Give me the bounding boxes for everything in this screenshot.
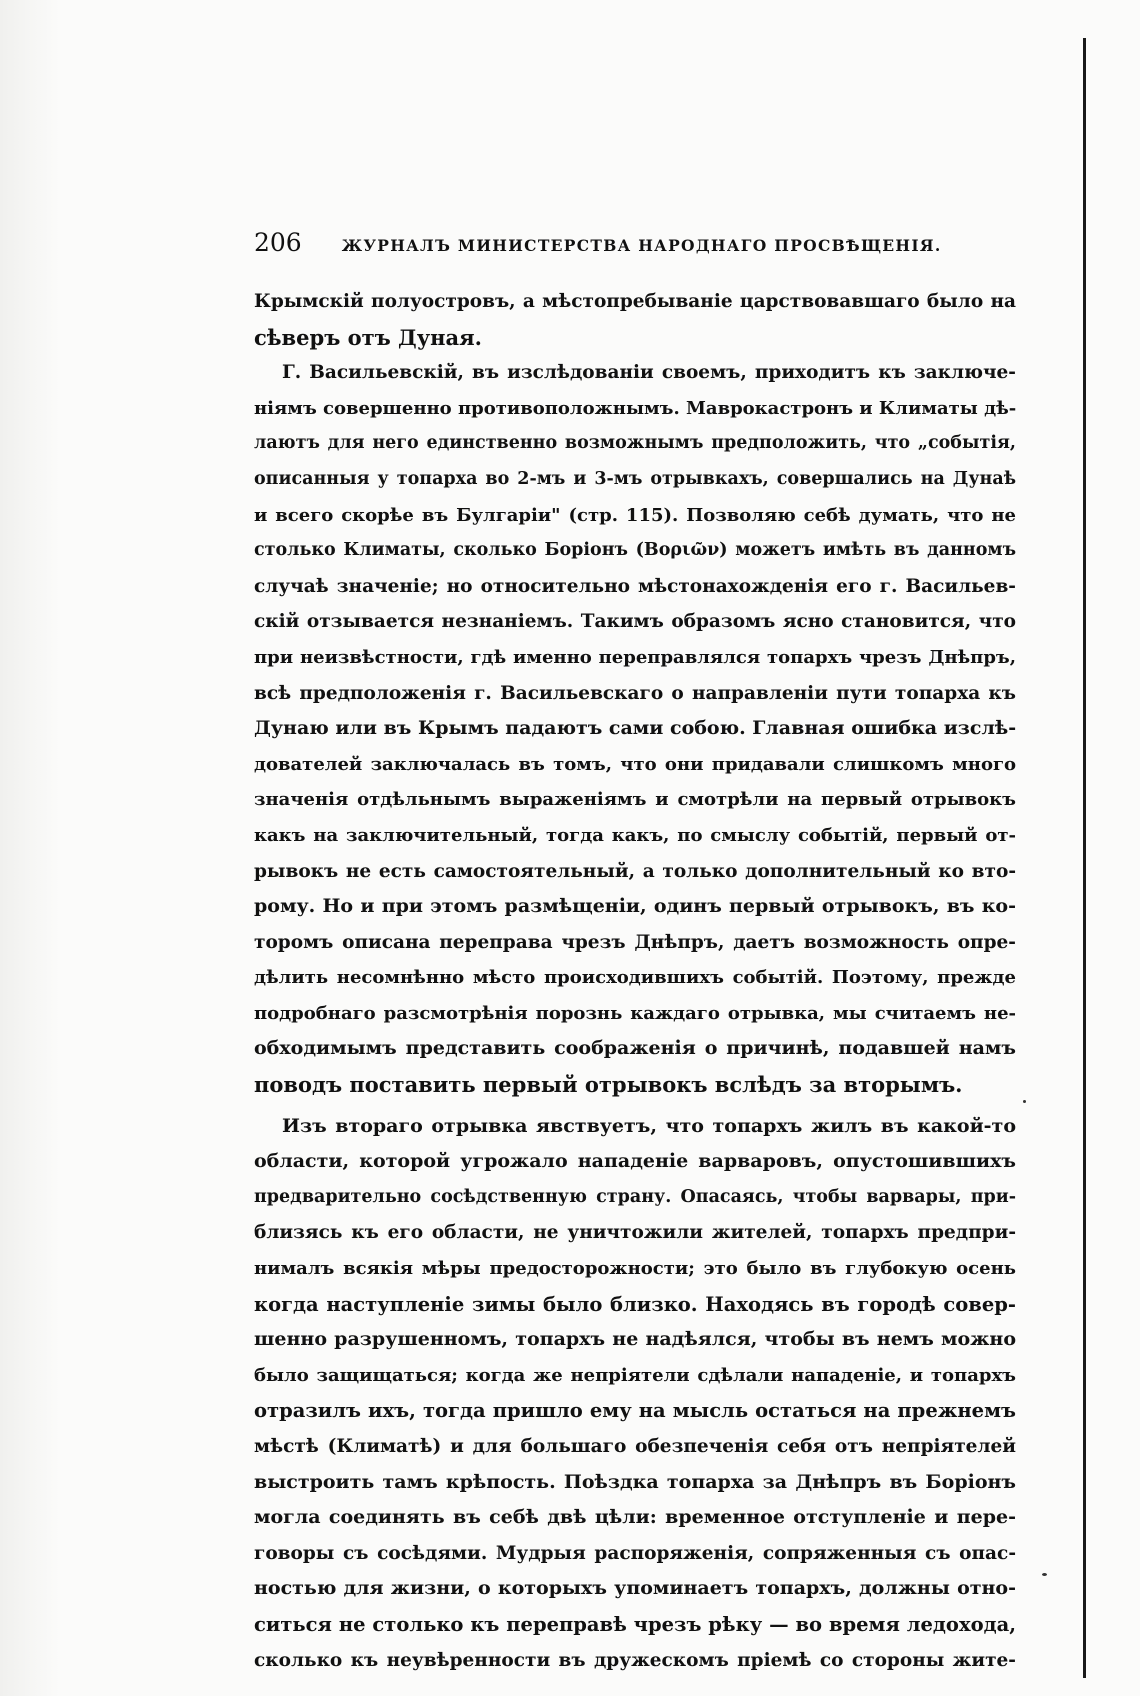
journal-title: ЖУРНАЛЪ МИНИСТЕРСТВА НАРОДНАГО ПРОСВѢЩЕНІЯ. — [341, 236, 942, 255]
text-line: сѣверъ отъ Дуная. — [254, 324, 482, 350]
text-line: скій отзывается незнаніемъ. Такимъ образомъ ясно становится, что — [254, 611, 1016, 633]
text-line: подробнаго разсмотрѣнія порознь каждаго отрывка, мы считаемъ не- — [254, 1002, 1016, 1024]
text-line: рому. Но и при этомъ размѣщеніи, одинъ первый отрывокъ, въ ко- — [254, 895, 1016, 918]
text-line: ностью для жизни, о которыхъ упоминаетъ топархъ, должны отно- — [254, 1577, 1016, 1600]
text-line: значенія отдѣльнымъ выраженіямъ и смотрѣли на первый отрывокъ — [254, 789, 1016, 811]
text-line: было защищаться; когда же непріятели сдѣлали нападеніе, и топархъ — [254, 1364, 1016, 1386]
scan-speck — [1042, 1573, 1047, 1576]
text-line: при неизвѣстности, гдѣ именно переправлялся топархъ чрезъ Днѣпръ, — [254, 646, 1016, 668]
text-line: близясь къ его области, не уничтожили жителей, топархъ предпри- — [254, 1222, 1016, 1244]
text-line: лаютъ для него единственно возможнымъ предположить, что „событія, — [254, 433, 1016, 454]
text-line: говоры съ сосѣдями. Мудрыя распоряженія, сопряженныя съ опас- — [254, 1542, 1016, 1564]
text-line: Крымскій полуостровъ, а мѣстопребываніе царствовавшаго было на — [254, 291, 1016, 312]
text-line: отразилъ ихъ, тогда пришло ему на мысль остаться на прежнемъ — [254, 1399, 1016, 1423]
body-text — [254, 284, 1016, 1678]
text-line: Г. Васильевскій, въ изслѣдованіи своемъ, приходитъ къ заключе- — [282, 362, 1016, 384]
text-line: сколько къ неувѣренности въ дружескомъ пріемѣ со стороны жите- — [254, 1649, 1016, 1671]
text-line: какъ на заключительный, тогда какъ, по смыслу событій, первый от- — [254, 824, 1016, 846]
text-line: дѣлить несомнѣнно мѣсто происходившихъ событій. Поэтому, прежде — [254, 967, 1016, 989]
gutter-shade — [0, 0, 60, 1696]
text-line: могла соединять въ себѣ двѣ цѣли: временное отступленіе и пере- — [254, 1506, 1016, 1529]
text-line: ситься не столько къ переправѣ чрезъ рѣку — во время ледохода, — [254, 1612, 1016, 1636]
text-line: рывокъ не есть самостоятельный, а только дополнительный ко вто- — [254, 860, 1016, 882]
text-line: нималъ всякія мѣры предосторожности; это было въ глубокую осень — [254, 1258, 1016, 1280]
scan-speck — [1023, 1100, 1026, 1103]
text-line: поводъ поставить первый отрывокъ вслѣдъ за вторымъ. — [254, 1072, 963, 1098]
text-line: ніямъ совершенно противоположнымъ. Маврокастронъ и Климаты дѣ- — [254, 397, 1016, 419]
text-line: описанныя у топарха во 2-мъ и 3-мъ отрывкахъ, совершались на Дунаѣ — [254, 468, 1016, 489]
text-line: предварительно сосѣдственную страну. Опасаясь, чтобы варвары, при- — [254, 1186, 1016, 1207]
text-line: всѣ предположенія г. Васильевскаго о направленіи пути топарха къ — [254, 682, 1016, 704]
text-line: мѣстѣ (Климатѣ) и для большаго обезпеченія себя отъ непріятелей — [254, 1436, 1016, 1457]
binding-edge-line — [1083, 38, 1086, 1678]
text-line: Дунаю или въ Крымъ падаютъ сами собою. Главная ошибка изслѣ- — [254, 717, 1016, 740]
text-line: случаѣ значеніе; но относительно мѣстонахожденія его г. Васильев- — [254, 575, 1016, 597]
text-line: столько Климаты, сколько Боріонъ (Βοριῶν) можетъ имѣть въ данномъ — [254, 540, 1016, 561]
text-line: Изъ втораго отрывка явствуетъ, что топархъ жилъ въ какой-то — [282, 1114, 1016, 1137]
text-line: и всего скорѣе въ Булгаріи" (стр. 115). Позволяю себѣ думать, что не — [254, 504, 1016, 526]
running-head — [254, 228, 1014, 268]
page-number: 206 — [254, 228, 302, 257]
text-line: области, которой угрожало нападеніе варваровъ, опустошившихъ — [254, 1150, 1016, 1173]
text-line: выстроить тамъ крѣпость. Поѣздка топарха за Днѣпръ въ Боріонъ — [254, 1470, 1016, 1493]
text-line: обходимымъ представить соображенія о причинѣ, подавшей намъ — [254, 1037, 1016, 1060]
text-line: дователей заключалась въ томъ, что они придавали слишкомъ много — [254, 753, 1016, 775]
text-line: торомъ описана переправа чрезъ Днѣпръ, даетъ возможность опре- — [254, 931, 1016, 953]
text-line: шенно разрушенномъ, топархъ не надѣялся, чтобы въ немъ можно — [254, 1328, 1016, 1351]
text-line: когда наступленіе зимы было близко. Находясь въ городѣ совер- — [254, 1292, 1016, 1316]
